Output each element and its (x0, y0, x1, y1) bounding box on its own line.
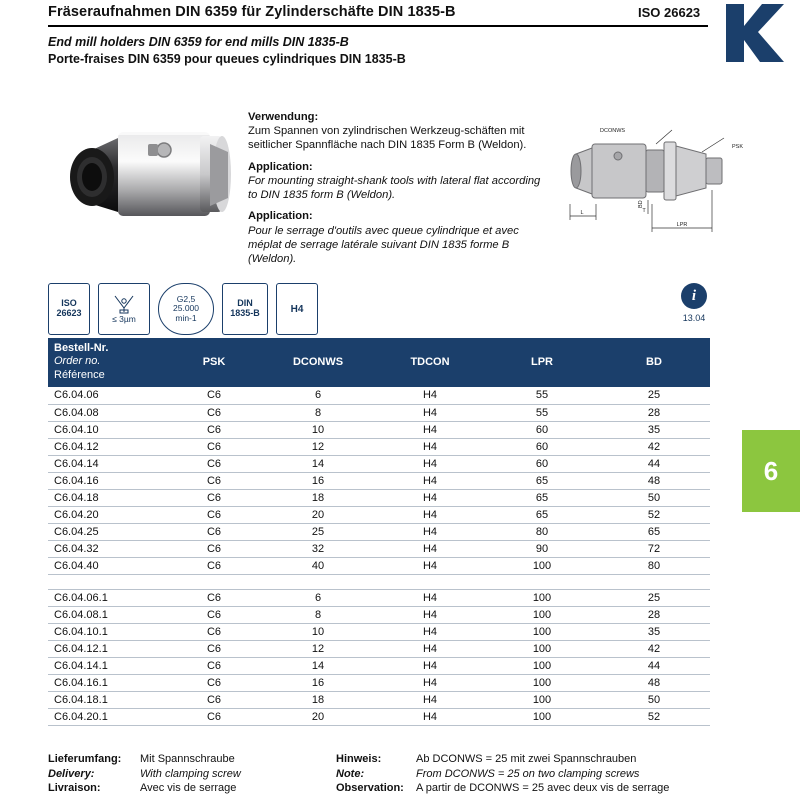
cell-order: C6.04.08 (48, 404, 166, 421)
cell-psk: C6 (166, 589, 262, 606)
cell-psk: C6 (166, 557, 262, 574)
delivery-value-de: Mit Spannschraube (140, 753, 235, 765)
cell-lpr: 55 (486, 387, 598, 404)
cell-tdcon: H4 (374, 455, 486, 472)
cell-lpr: 65 (486, 506, 598, 523)
footer-note-block (336, 752, 756, 796)
cell-tdcon: H4 (374, 506, 486, 523)
col-header-tdcon: TDCON (374, 338, 486, 387)
table-row[interactable] (48, 589, 710, 606)
note-value-en: From DCONWS = 25 on two clamping screws (416, 767, 640, 780)
cell-psk: C6 (166, 404, 262, 421)
cell-dconws: 6 (262, 387, 374, 404)
dim-label-psk: PSK (732, 144, 744, 150)
col-header-dconws: DCONWS (262, 338, 374, 387)
cell-tdcon: H4 (374, 472, 486, 489)
table-row[interactable] (48, 506, 710, 523)
info-badge-code: 13.04 (682, 313, 706, 323)
cell-bd: 50 (598, 489, 710, 506)
cell-dconws: 14 (262, 455, 374, 472)
note-label-de: Hinweis: (336, 753, 382, 765)
cell-tdcon: H4 (374, 438, 486, 455)
cell-psk: C6 (166, 540, 262, 557)
cell-psk: C6 (166, 623, 262, 640)
col-header-psk: PSK (166, 338, 262, 387)
cell-order: C6.04.25 (48, 523, 166, 540)
cell-psk: C6 (166, 421, 262, 438)
cell-tdcon: H4 (374, 557, 486, 574)
delivery-value-en: With clamping screw (140, 767, 241, 780)
iso-standard-label: ISO 26623 (638, 5, 701, 20)
table-body (48, 387, 710, 725)
cell-psk: C6 (166, 387, 262, 404)
page-subtitle-en: End mill holders DIN 6359 for end mills DIN 1835-B (48, 35, 349, 49)
cell-tdcon: H4 (374, 674, 486, 691)
cell-lpr: 100 (486, 691, 598, 708)
runout-symbol-icon (111, 293, 137, 315)
cell-dconws: 25 (262, 523, 374, 540)
cell-tdcon: H4 (374, 421, 486, 438)
cell-order: C6.04.20 (48, 506, 166, 523)
table-row[interactable] (48, 708, 710, 725)
cell-bd: 44 (598, 455, 710, 472)
cell-bd: 35 (598, 623, 710, 640)
cell-dconws: 8 (262, 606, 374, 623)
cell-dconws: 20 (262, 506, 374, 523)
cell-lpr: 60 (486, 421, 598, 438)
cell-lpr: 60 (486, 438, 598, 455)
cell-lpr: 65 (486, 489, 598, 506)
cell-order: C6.04.10.1 (48, 623, 166, 640)
cell-tdcon: H4 (374, 657, 486, 674)
cell-order: C6.04.10 (48, 421, 166, 438)
info-badge[interactable] (676, 283, 712, 333)
cell-psk: C6 (166, 523, 262, 540)
cell-tdcon: H4 (374, 623, 486, 640)
table-row[interactable] (48, 557, 710, 574)
delivery-label-en: Delivery: (48, 767, 95, 780)
description-block (248, 110, 548, 273)
cell-dconws: 16 (262, 472, 374, 489)
cell-dconws: 20 (262, 708, 374, 725)
note-label-en: Note: (336, 767, 365, 780)
cell-bd: 42 (598, 438, 710, 455)
cell-order: C6.04.18.1 (48, 691, 166, 708)
col-header-lpr: LPR (486, 338, 598, 387)
table-row[interactable] (48, 404, 710, 421)
footer-delivery-block (48, 752, 348, 796)
cell-lpr: 80 (486, 523, 598, 540)
dim-label-df: L (580, 210, 584, 216)
note-value-de: Ab DCONWS = 25 mit zwei Spannschrauben (416, 753, 637, 765)
cell-psk: C6 (166, 489, 262, 506)
usage-text-fr: Pour le serrage d'outils avec queue cylindrique et avec méplat de serrage latérale suivant DIN 1835 forme B (Weldon). (248, 224, 519, 265)
page-header (0, 0, 800, 86)
h4-icon: H4 (276, 283, 318, 335)
cell-tdcon: H4 (374, 540, 486, 557)
cell-dconws: 12 (262, 438, 374, 455)
technical-drawing (556, 108, 774, 248)
cell-psk: C6 (166, 674, 262, 691)
cell-lpr: 100 (486, 623, 598, 640)
cell-order: C6.04.06 (48, 387, 166, 404)
cell-tdcon: H4 (374, 640, 486, 657)
footer-row (336, 781, 756, 796)
cell-order: C6.04.16.1 (48, 674, 166, 691)
cell-lpr: 90 (486, 540, 598, 557)
delivery-label-de: Lieferumfang: (48, 753, 122, 765)
cell-dconws: 14 (262, 657, 374, 674)
cell-dconws: 8 (262, 404, 374, 421)
cell-psk: C6 (166, 657, 262, 674)
cell-bd: 52 (598, 708, 710, 725)
cell-lpr: 100 (486, 708, 598, 725)
delivery-label-fr: Livraison: (48, 782, 101, 795)
cell-bd: 80 (598, 557, 710, 574)
note-value-fr: A partir de DCONWS = 25 avec deux vis de serrage (416, 782, 670, 795)
cell-bd: 44 (598, 657, 710, 674)
balance-icon: G2,5 25.000 min-1 (158, 283, 214, 335)
page-subtitle-fr: Porte-fraises DIN 6359 pour queues cylindriques DIN 1835-B (48, 52, 406, 66)
cell-lpr: 55 (486, 404, 598, 421)
table-row[interactable] (48, 421, 710, 438)
cell-dconws: 12 (262, 640, 374, 657)
cell-lpr: 100 (486, 557, 598, 574)
cell-lpr: 60 (486, 455, 598, 472)
cell-psk: C6 (166, 455, 262, 472)
cell-dconws: 32 (262, 540, 374, 557)
cell-lpr: 65 (486, 472, 598, 489)
cell-bd: 48 (598, 472, 710, 489)
table-row[interactable] (48, 606, 710, 623)
table-row[interactable] (48, 489, 710, 506)
cell-tdcon: H4 (374, 589, 486, 606)
cell-order: C6.04.14 (48, 455, 166, 472)
usage-label-en: Application: (248, 160, 313, 173)
dim-label-dconws: DCONWS (600, 128, 626, 134)
table-row[interactable] (48, 472, 710, 489)
cell-dconws: 18 (262, 691, 374, 708)
cell-lpr: 100 (486, 640, 598, 657)
cell-lpr: 100 (486, 674, 598, 691)
cell-bd: 25 (598, 387, 710, 404)
footer-row (336, 752, 756, 767)
cell-order: C6.04.12 (48, 438, 166, 455)
cell-bd: 50 (598, 691, 710, 708)
cell-bd: 35 (598, 421, 710, 438)
table-row[interactable] (48, 640, 710, 657)
product-photo (52, 108, 242, 238)
footer-row (48, 781, 348, 796)
cell-lpr: 100 (486, 589, 598, 606)
cell-psk: C6 (166, 472, 262, 489)
dim-label-t: T (642, 208, 646, 214)
footer-row (48, 767, 348, 782)
cell-bd: 28 (598, 404, 710, 421)
table-row[interactable] (48, 623, 710, 640)
table-group-spacer (48, 574, 710, 587)
cell-order: C6.04.16 (48, 472, 166, 489)
cell-tdcon: H4 (374, 606, 486, 623)
cell-order: C6.04.20.1 (48, 708, 166, 725)
cell-order: C6.04.14.1 (48, 657, 166, 674)
cell-tdcon: H4 (374, 387, 486, 404)
cell-tdcon: H4 (374, 523, 486, 540)
cell-dconws: 10 (262, 421, 374, 438)
cell-lpr: 100 (486, 606, 598, 623)
col-header-order: Bestell-Nr. Order no. Référence (48, 338, 166, 387)
col-header-bd: BD (598, 338, 710, 387)
footer-row (48, 752, 348, 767)
table-row[interactable] (48, 438, 710, 455)
cell-order: C6.04.08.1 (48, 606, 166, 623)
usage-label-de: Verwendung: (248, 111, 319, 123)
cell-tdcon: H4 (374, 691, 486, 708)
cell-dconws: 18 (262, 489, 374, 506)
cell-bd: 52 (598, 506, 710, 523)
cell-dconws: 16 (262, 674, 374, 691)
cell-psk: C6 (166, 606, 262, 623)
table-row[interactable] (48, 540, 710, 557)
cell-dconws: 40 (262, 557, 374, 574)
page-title: Fräseraufnahmen DIN 6359 für Zylinderschäfte DIN 1835-B (48, 4, 456, 20)
table-row[interactable] (48, 674, 710, 691)
cell-psk: C6 (166, 708, 262, 725)
cell-bd: 65 (598, 523, 710, 540)
cell-bd: 42 (598, 640, 710, 657)
cell-psk: C6 (166, 506, 262, 523)
cell-tdcon: H4 (374, 404, 486, 421)
info-icon: i (681, 283, 707, 309)
cell-lpr: 100 (486, 657, 598, 674)
dim-label-lpr: LPR (676, 222, 688, 228)
page-section-tab[interactable]: 6 (742, 430, 800, 512)
cell-order: C6.04.40 (48, 557, 166, 574)
note-label-fr: Observation: (336, 782, 404, 795)
cell-order: C6.04.06.1 (48, 589, 166, 606)
din-icon: DIN 1835-B (222, 283, 268, 335)
usage-text-de: Zum Spannen von zylindrischen Werkzeug-schäften mit seitlicher Spannfläche nach DIN 1835 Form B (Weldon). (248, 125, 527, 152)
cell-order: C6.04.18 (48, 489, 166, 506)
cell-psk: C6 (166, 438, 262, 455)
table-row[interactable] (48, 523, 710, 540)
table-row[interactable] (48, 387, 710, 404)
runout-icon: ≤ 3µm (98, 283, 150, 335)
cell-bd: 72 (598, 540, 710, 557)
cell-tdcon: H4 (374, 489, 486, 506)
cell-bd: 48 (598, 674, 710, 691)
brand-logo-icon (722, 2, 784, 64)
cell-order: C6.04.12.1 (48, 640, 166, 657)
cell-psk: C6 (166, 640, 262, 657)
iso-icon: ISO 26623 (48, 283, 90, 335)
table-row[interactable] (48, 657, 710, 674)
table-row[interactable] (48, 691, 710, 708)
usage-text-en: For mounting straight-shank tools with lateral flat according to DIN 1835 form B (Weldon). (248, 174, 541, 202)
delivery-value-fr: Avec vis de serrage (140, 782, 237, 795)
cell-bd: 28 (598, 606, 710, 623)
cell-psk: C6 (166, 691, 262, 708)
product-table (48, 338, 710, 726)
table-row[interactable] (48, 455, 710, 472)
cell-tdcon: H4 (374, 708, 486, 725)
footer-row (336, 767, 756, 782)
table-header-row (48, 338, 710, 387)
usage-label-fr: Application: (248, 210, 313, 223)
dim-label-bd: BD (638, 200, 644, 208)
cell-order: C6.04.32 (48, 540, 166, 557)
cell-bd: 25 (598, 589, 710, 606)
cell-dconws: 6 (262, 589, 374, 606)
header-divider (48, 25, 708, 27)
cell-dconws: 10 (262, 623, 374, 640)
